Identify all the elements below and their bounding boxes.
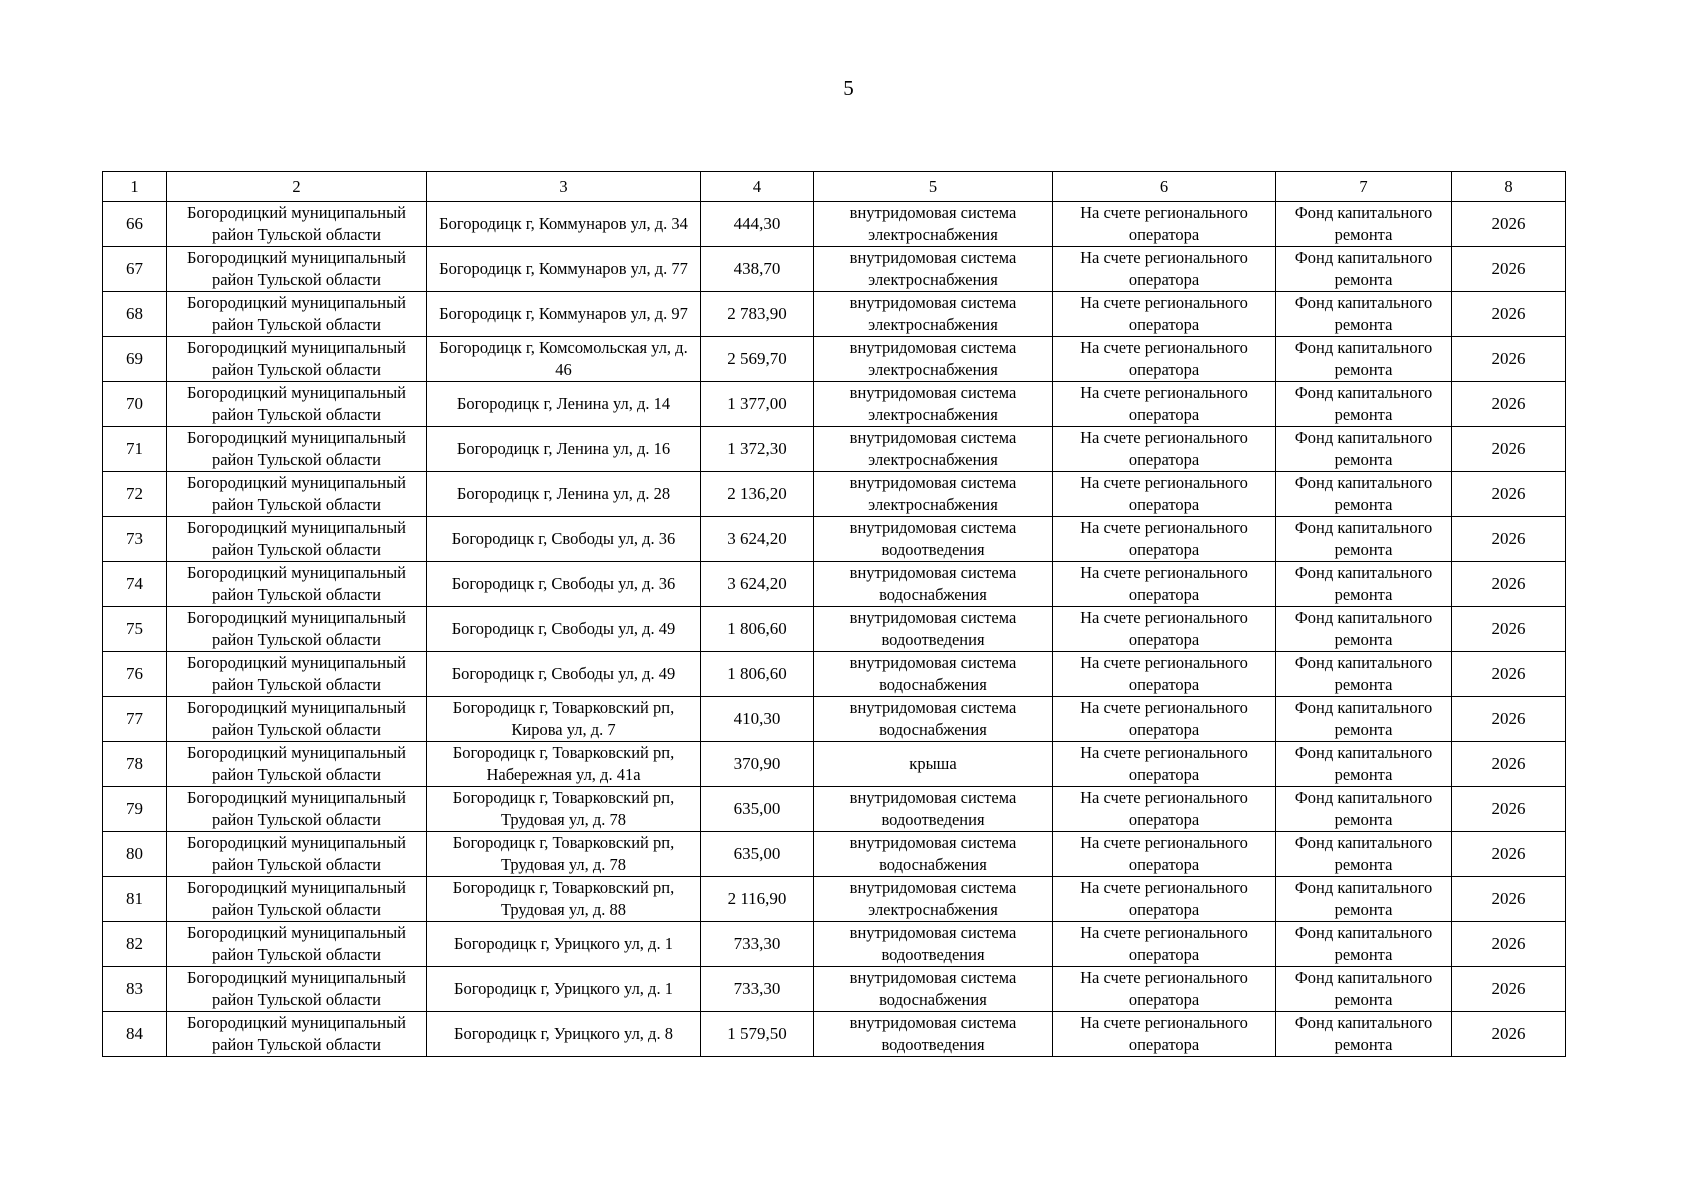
column-header-8: 8 [1452,172,1566,202]
row-number-cell: 83 [103,967,167,1012]
area-cell: 438,70 [701,247,814,292]
fund-account-cell: На счете регионального оператора [1053,607,1276,652]
work-type-cell: внутридомовая система электроснабжения [814,292,1053,337]
area-cell: 2 116,90 [701,877,814,922]
table-row [103,877,1566,922]
work-type-cell: внутридомовая система водоотведения [814,922,1053,967]
fund-account-cell: На счете регионального оператора [1053,337,1276,382]
funding-source-cell: Фонд капитального ремонта [1276,382,1452,427]
year-cell: 2026 [1452,832,1566,877]
funding-source-cell: Фонд капитального ремонта [1276,607,1452,652]
column-header-2: 2 [167,172,427,202]
row-number-cell: 82 [103,922,167,967]
municipality-cell: Богородицкий муниципальный район Тульской области [167,292,427,337]
funding-source-cell: Фонд капитального ремонта [1276,517,1452,562]
column-header-1: 1 [103,172,167,202]
municipality-cell: Богородицкий муниципальный район Тульской области [167,607,427,652]
table-row [103,607,1566,652]
table-row [103,562,1566,607]
work-type-cell: внутридомовая система водоснабжения [814,697,1053,742]
municipality-cell: Богородицкий муниципальный район Тульской области [167,202,427,247]
column-header-5: 5 [814,172,1053,202]
row-number-cell: 79 [103,787,167,832]
fund-account-cell: На счете регионального оператора [1053,1012,1276,1057]
year-cell: 2026 [1452,607,1566,652]
area-cell: 1 806,60 [701,652,814,697]
municipality-cell: Богородицкий муниципальный район Тульской области [167,742,427,787]
funding-source-cell: Фонд капитального ремонта [1276,697,1452,742]
year-cell: 2026 [1452,247,1566,292]
row-number-cell: 68 [103,292,167,337]
fund-account-cell: На счете регионального оператора [1053,877,1276,922]
table-header [103,172,1566,202]
year-cell: 2026 [1452,787,1566,832]
year-cell: 2026 [1452,1012,1566,1057]
municipality-cell: Богородицкий муниципальный район Тульской области [167,922,427,967]
area-cell: 444,30 [701,202,814,247]
funding-source-cell: Фонд капитального ремонта [1276,472,1452,517]
address-cell: Богородицк г, Свободы ул, д. 49 [427,607,701,652]
address-cell: Богородицк г, Ленина ул, д. 16 [427,427,701,472]
area-cell: 733,30 [701,967,814,1012]
row-number-cell: 74 [103,562,167,607]
area-cell: 733,30 [701,922,814,967]
row-number-cell: 80 [103,832,167,877]
funding-source-cell: Фонд капитального ремонта [1276,427,1452,472]
row-number-cell: 84 [103,1012,167,1057]
work-type-cell: внутридомовая система электроснабжения [814,472,1053,517]
table-row [103,202,1566,247]
table-row [103,382,1566,427]
year-cell: 2026 [1452,202,1566,247]
row-number-cell: 69 [103,337,167,382]
address-cell: Богородицк г, Товарковский рп, Трудовая ул, д. 78 [427,832,701,877]
work-type-cell: внутридомовая система водоснабжения [814,832,1053,877]
table-row [103,247,1566,292]
area-cell: 2 136,20 [701,472,814,517]
work-type-cell: внутридомовая система электроснабжения [814,877,1053,922]
fund-account-cell: На счете регионального оператора [1053,742,1276,787]
row-number-cell: 77 [103,697,167,742]
header-row [103,172,1566,202]
funding-source-cell: Фонд капитального ремонта [1276,877,1452,922]
municipality-cell: Богородицкий муниципальный район Тульской области [167,1012,427,1057]
area-cell: 635,00 [701,787,814,832]
address-cell: Богородицк г, Свободы ул, д. 49 [427,652,701,697]
municipality-cell: Богородицкий муниципальный район Тульской области [167,517,427,562]
year-cell: 2026 [1452,652,1566,697]
work-type-cell: внутридомовая система электроснабжения [814,427,1053,472]
address-cell: Богородицк г, Коммунаров ул, д. 77 [427,247,701,292]
work-type-cell: внутридомовая система водоснабжения [814,562,1053,607]
area-cell: 1 806,60 [701,607,814,652]
funding-source-cell: Фонд капитального ремонта [1276,832,1452,877]
column-header-6: 6 [1053,172,1276,202]
year-cell: 2026 [1452,742,1566,787]
fund-account-cell: На счете регионального оператора [1053,697,1276,742]
work-type-cell: внутридомовая система электроснабжения [814,202,1053,247]
row-number-cell: 72 [103,472,167,517]
area-cell: 2 783,90 [701,292,814,337]
table-row [103,427,1566,472]
municipality-cell: Богородицкий муниципальный район Тульской области [167,337,427,382]
municipality-cell: Богородицкий муниципальный район Тульской области [167,832,427,877]
funding-source-cell: Фонд капитального ремонта [1276,787,1452,832]
year-cell: 2026 [1452,382,1566,427]
row-number-cell: 71 [103,427,167,472]
area-cell: 1 579,50 [701,1012,814,1057]
row-number-cell: 75 [103,607,167,652]
address-cell: Богородицк г, Ленина ул, д. 28 [427,472,701,517]
municipality-cell: Богородицкий муниципальный район Тульской области [167,652,427,697]
fund-account-cell: На счете регионального оператора [1053,517,1276,562]
row-number-cell: 73 [103,517,167,562]
row-number-cell: 70 [103,382,167,427]
address-cell: Богородицк г, Товарковский рп, Трудовая ул, д. 88 [427,877,701,922]
fund-account-cell: На счете регионального оператора [1053,967,1276,1012]
table-row [103,787,1566,832]
fund-account-cell: На счете регионального оператора [1053,832,1276,877]
address-cell: Богородицк г, Свободы ул, д. 36 [427,517,701,562]
fund-account-cell: На счете регионального оператора [1053,292,1276,337]
work-type-cell: внутридомовая система водоотведения [814,517,1053,562]
funding-source-cell: Фонд капитального ремонта [1276,1012,1452,1057]
year-cell: 2026 [1452,967,1566,1012]
year-cell: 2026 [1452,562,1566,607]
address-cell: Богородицк г, Ленина ул, д. 14 [427,382,701,427]
address-cell: Богородицк г, Товарковский рп, Трудовая ул, д. 78 [427,787,701,832]
work-type-cell: внутридомовая система электроснабжения [814,337,1053,382]
funding-source-cell: Фонд капитального ремонта [1276,652,1452,697]
row-number-cell: 81 [103,877,167,922]
work-type-cell: внутридомовая система водоотведения [814,787,1053,832]
row-number-cell: 67 [103,247,167,292]
table-row [103,292,1566,337]
funding-source-cell: Фонд капитального ремонта [1276,922,1452,967]
fund-account-cell: На счете регионального оператора [1053,652,1276,697]
work-type-cell: внутридомовая система водоотведения [814,607,1053,652]
address-cell: Богородицк г, Свободы ул, д. 36 [427,562,701,607]
year-cell: 2026 [1452,427,1566,472]
table-row [103,337,1566,382]
fund-account-cell: На счете регионального оператора [1053,562,1276,607]
table-row [103,967,1566,1012]
area-cell: 2 569,70 [701,337,814,382]
area-cell: 1 377,00 [701,382,814,427]
column-header-3: 3 [427,172,701,202]
table-row [103,1012,1566,1057]
municipality-cell: Богородицкий муниципальный район Тульской области [167,247,427,292]
capital-repair-table [102,171,1566,1057]
address-cell: Богородицк г, Коммунаров ул, д. 97 [427,292,701,337]
municipality-cell: Богородицкий муниципальный район Тульской области [167,562,427,607]
address-cell: Богородицк г, Урицкого ул, д. 8 [427,1012,701,1057]
table-row [103,697,1566,742]
year-cell: 2026 [1452,877,1566,922]
municipality-cell: Богородицкий муниципальный район Тульской области [167,967,427,1012]
fund-account-cell: На счете регионального оператора [1053,922,1276,967]
work-type-cell: крыша [814,742,1053,787]
year-cell: 2026 [1452,472,1566,517]
table-row [103,472,1566,517]
year-cell: 2026 [1452,922,1566,967]
table-row [103,517,1566,562]
row-number-cell: 66 [103,202,167,247]
fund-account-cell: На счете регионального оператора [1053,787,1276,832]
work-type-cell: внутридомовая система электроснабжения [814,247,1053,292]
municipality-cell: Богородицкий муниципальный район Тульской области [167,697,427,742]
funding-source-cell: Фонд капитального ремонта [1276,337,1452,382]
area-cell: 410,30 [701,697,814,742]
municipality-cell: Богородицкий муниципальный район Тульской области [167,427,427,472]
fund-account-cell: На счете регионального оператора [1053,202,1276,247]
year-cell: 2026 [1452,697,1566,742]
address-cell: Богородицк г, Коммунаров ул, д. 34 [427,202,701,247]
area-cell: 3 624,20 [701,562,814,607]
column-header-4: 4 [701,172,814,202]
address-cell: Богородицк г, Комсомольская ул, д. 46 [427,337,701,382]
year-cell: 2026 [1452,517,1566,562]
table-body [103,202,1566,1057]
work-type-cell: внутридомовая система водоснабжения [814,967,1053,1012]
municipality-cell: Богородицкий муниципальный район Тульской области [167,787,427,832]
area-cell: 635,00 [701,832,814,877]
funding-source-cell: Фонд капитального ремонта [1276,562,1452,607]
address-cell: Богородицк г, Товарковский рп, Набережная ул, д. 41а [427,742,701,787]
fund-account-cell: На счете регионального оператора [1053,247,1276,292]
funding-source-cell: Фонд капитального ремонта [1276,292,1452,337]
year-cell: 2026 [1452,337,1566,382]
fund-account-cell: На счете регионального оператора [1053,472,1276,517]
funding-source-cell: Фонд капитального ремонта [1276,247,1452,292]
funding-source-cell: Фонд капитального ремонта [1276,967,1452,1012]
address-cell: Богородицк г, Урицкого ул, д. 1 [427,967,701,1012]
work-type-cell: внутридомовая система водоотведения [814,1012,1053,1057]
table-row [103,742,1566,787]
area-cell: 370,90 [701,742,814,787]
work-type-cell: внутридомовая система водоснабжения [814,652,1053,697]
area-cell: 3 624,20 [701,517,814,562]
page-number: 5 [843,76,854,100]
municipality-cell: Богородицкий муниципальный район Тульской области [167,382,427,427]
address-cell: Богородицк г, Товарковский рп, Кирова ул, д. 7 [427,697,701,742]
row-number-cell: 76 [103,652,167,697]
address-cell: Богородицк г, Урицкого ул, д. 1 [427,922,701,967]
funding-source-cell: Фонд капитального ремонта [1276,742,1452,787]
funding-source-cell: Фонд капитального ремонта [1276,202,1452,247]
municipality-cell: Богородицкий муниципальный район Тульской области [167,877,427,922]
table-row [103,832,1566,877]
year-cell: 2026 [1452,292,1566,337]
area-cell: 1 372,30 [701,427,814,472]
work-type-cell: внутридомовая система электроснабжения [814,382,1053,427]
fund-account-cell: На счете регионального оператора [1053,382,1276,427]
table-row [103,922,1566,967]
fund-account-cell: На счете регионального оператора [1053,427,1276,472]
row-number-cell: 78 [103,742,167,787]
column-header-7: 7 [1276,172,1452,202]
municipality-cell: Богородицкий муниципальный район Тульской области [167,472,427,517]
table-row [103,652,1566,697]
